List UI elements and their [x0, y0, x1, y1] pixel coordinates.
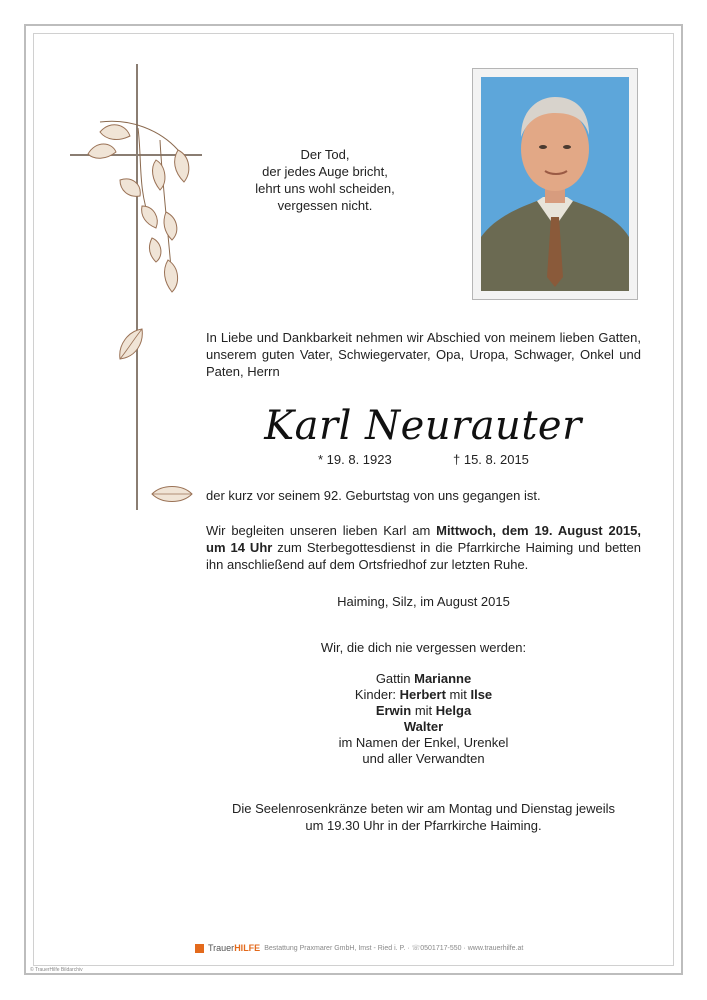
connector: mit — [411, 703, 436, 718]
child-name: Herbert — [399, 687, 446, 702]
memorial-quote — [230, 146, 420, 214]
label: Kinder: — [354, 687, 400, 702]
connector: mit — [445, 687, 471, 702]
funeral-date: Mittwoch, dem 19. August 2015, um 14 Uhr — [206, 523, 641, 555]
funeral-paragraph — [206, 522, 641, 573]
leaf-illustration — [150, 482, 194, 506]
quote-line: der jedes Auge bricht, — [262, 164, 388, 179]
family-line-wife — [206, 671, 641, 687]
spouse-name: Ilse — [470, 687, 493, 702]
footer-contact: Bestattung Praxmarer GmbH, Imst - Ried i. P. · ☏0501717-550 · www.trauerhilfe.at — [264, 945, 524, 952]
rosary-line: um 19.30 Uhr in der Pfarrkirche Haiming. — [305, 818, 542, 833]
rosary-line: Die Seelenrosenkränze beten wir am Montag und Dienstag jeweils — [232, 801, 615, 816]
quote-line: vergessen nicht. — [277, 198, 373, 213]
quote-line: lehrt uns wohl scheiden, — [255, 181, 395, 196]
leaf-illustration — [114, 325, 148, 365]
birth-date: * 19. 8. 1923 — [318, 452, 392, 467]
brand-part: HILFE — [234, 943, 261, 953]
brand-part: Trauer — [208, 943, 235, 953]
child-name: Walter — [403, 719, 444, 734]
wife-name: Marianne — [414, 671, 472, 686]
footer — [195, 943, 615, 953]
deceased-name: Karl Neurauter — [264, 403, 582, 449]
mourners-list — [206, 671, 641, 767]
family-line-relatives: und aller Verwandten — [362, 751, 485, 766]
place-and-date: Haiming, Silz, im August 2015 — [337, 594, 510, 609]
portrait-illustration — [481, 77, 629, 291]
funeral-text: Wir begleiten unseren lieben Karl am — [206, 523, 437, 538]
leaf-branch-illustration — [60, 110, 200, 300]
family-line-child — [206, 719, 641, 735]
portrait-photo — [481, 77, 629, 291]
image-copyright: © TrauerHilfe Bildarchiv — [30, 967, 83, 973]
quote-line: Der Tod, — [300, 147, 350, 162]
child-name: Erwin — [375, 703, 412, 718]
family-line-children — [206, 687, 641, 703]
spouse-name: Helga — [435, 703, 472, 718]
funeral-text: zum Sterbegottesdienst in die Pfarrkirche Haiming und betten ihn anschließend auf dem Ortsfriedhof zur letzten Ruhe. — [206, 540, 641, 572]
intro-paragraph: In Liebe und Dankbarkeit nehmen wir Abschied von meinem lieben Gatten, unserem guten Vater, Schwiegervater, Opa, Uropa, Schwager, Onkel und Paten, Herrn — [206, 330, 641, 379]
passing-note: der kurz vor seinem 92. Geburtstag von uns gegangen ist. — [206, 488, 541, 503]
mourners-intro: Wir, die dich nie vergessen werden: — [320, 640, 527, 655]
portrait-frame — [472, 68, 638, 300]
trauerhilfe-logo-icon — [195, 944, 204, 953]
family-line-child — [206, 703, 641, 719]
rosary-notice — [206, 800, 641, 834]
family-line-grandchildren: im Namen der Enkel, Urenkel — [338, 735, 509, 750]
death-date: † 15. 8. 2015 — [453, 452, 529, 467]
label: Gattin — [375, 671, 415, 686]
footer-brand — [208, 943, 260, 953]
